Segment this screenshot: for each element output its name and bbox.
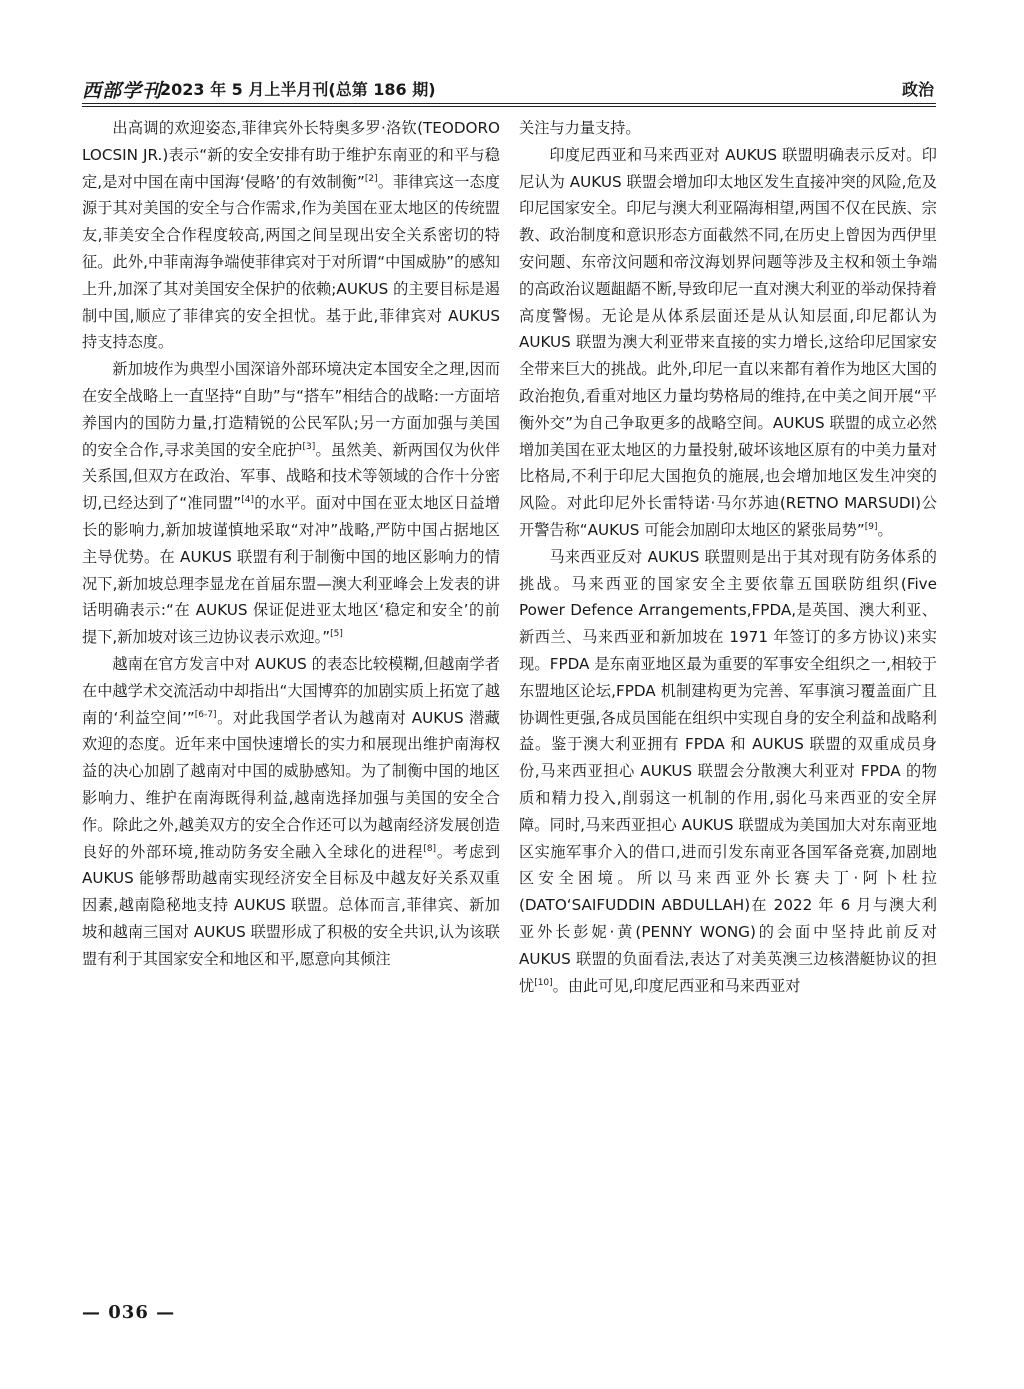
header-rule-top [82, 103, 936, 104]
section-name: 政治 [901, 80, 934, 99]
text-run: 新加坡作为典型小国深谙外部环境决定本国安全之理,因而在安全战略上一直坚持“自助”与“搭车”相结合的战略:一方面培养国内的国防力量,打造精锐的公民军队;另一方面加强与美国的安全合作,寻求美国的安全庇护 [82, 360, 500, 459]
header-rule-bottom [82, 106, 936, 107]
paragraph [519, 115, 937, 142]
citation-ref: [4] [241, 495, 255, 506]
text-run: 出高调的欢迎姿态,菲律宾外长特奥多罗·洛钦(TEODORO LOCSIN JR.)表示“新的安全安排有助于维护东南亚的和平与稳定,是对中国在南中国海‘侵略’的有效制衡” [82, 119, 500, 191]
paragraph [82, 651, 500, 973]
page-number: — 036 — [82, 1302, 176, 1323]
journal-name: 西部学刊 [82, 80, 163, 102]
citation-ref: [9] [864, 521, 878, 532]
citation-ref: [2] [364, 173, 378, 184]
right-column [519, 115, 937, 999]
citation-ref: [5] [330, 629, 343, 640]
text-run: 。对此我国学者认为越南对 AUKUS 潜藏欢迎的态度。近年来中国快速增长的实力和展现出维护南海权益的决心加剧了越南对中国的威胁感知。为了制衡中国的地区影响力、维护在南海既得利益,越南选择加强与美国的安全合作。除此之外,越美双方的安全合作还可以为越南经济发展创造良好的外部环境,推动防务安全融入全球化的进程 [82, 708, 500, 861]
citation-ref: [10] [534, 977, 553, 988]
text-run: 印度尼西亚和马来西亚对 AUKUS 联盟明确表示反对。印尼认为 AUKUS 联盟会增加印太地区发生直接冲突的风险,危及印尼国家安全。印尼与澳大利亚隔海相望,两国不仅在民族、宗教、政治制度和意识形态方面截然不同,在历史上曾因为西伊里安问题、东帝汶问题和帝汶海划界问题等涉及主权和领土争端的高政治议题龃龉不断,导致印尼一直对澳大利亚的举动保持着高度警惕。无论是从体系层面还是从认知层面,印尼都认为 AUKUS 联盟为澳大利亚带来直接的实力增长,这给印尼国家安全带来巨大的挑战。此外,印尼一直以来都有着作为地区大国的政治抱负,看重对地区力量均势格局的维持,在中美之间开展“平衡外交”为自己争取更多的战略空间。AUKUS 联盟的成立必然增加美国在亚太地区的力量投射,破坏该地区原有的中美力量对比格局,不利于印尼大国抱负的施展,也会增加地区发生冲突的风险。对此印尼外长雷特诺·马尔苏迪(RETNO MARSUDI)公开警告称“AUKUS 可能会加剧印太地区的紧张局势” [519, 145, 937, 539]
citation-ref: [6-7] [194, 709, 217, 720]
paragraph [82, 115, 500, 356]
text-run: 马来西亚反对 AUKUS 联盟则是出于其对现有防务体系的挑战。马来西亚的国家安全主要依靠五国联防组织(Five Power Defence Arrangements,FPDA,是英国、澳大利亚、新西兰、马来西亚和新加坡在 1971 年签订的多方协议)来实现。FPDA 是东南亚地区最为重要的军事安全组织之一,相较于东盟地区论坛,FPDA 机制建构更为完善、军事演习覆盖面广且协调性更强,各成员国能在组织中实现自身的安全利益和战略利益。鉴于澳大利亚拥有 FPDA 和 AUKUS 联盟的双重成员身份,马来西亚担心 AUKUS 联盟会分散澳大利亚对 FPDA 的物质和精力投入,削弱这一机制的作用,弱化马来西亚的安全屏障。同时,马来西亚担心 AUKUS 联盟成为美国加大对东南亚地区实施军事介入的借口,进而引发东南亚各国军备竞赛,加剧地区安全困境。所以马来西亚外长赛夫丁·阿卜杜拉(DATO‘SAIFUDDIN ABDULLAH)在 2022 年 6 月与澳大利亚外长彭妮·黄(PENNY WONG)的会面中坚持此前反对 AUKUS 联盟的负面看法,表达了对美英澳三边核潜艇协议的担忧 [519, 547, 937, 995]
left-column [82, 115, 500, 973]
citation-ref: [3] [302, 441, 316, 452]
text-run: 。由此可见,印度尼西亚和马来西亚对 [552, 976, 801, 995]
text-run: 的水平。面对中国在亚太地区日益增长的影响力,新加坡谨慎地采取“对冲”战略,严防中国占据地区主导优势。在 AUKUS 联盟有利于制衡中国的地区影响力的情况下,新加坡总理李显龙在首届东盟—澳大利亚峰会上发表的讲话明确表示:“在 AUKUS 保证促进亚太地区‘稳定和安全’的前提下,新加坡对该三边协议表示欢迎。” [82, 494, 501, 647]
text-run: 。菲律宾这一态度源于其对美国的安全与合作需求,作为美国在亚太地区的传统盟友,菲美安全合作程度较高,两国之间呈现出安全关系密切的特征。此外,中菲南海争端使菲律宾对于对所谓“中国威胁”的感知上升,加深了其对美国安全保护的依赖;AUKUS 的主要目标是遏制中国,顺应了菲律宾的安全担忧。基于此,菲律宾对 AUKUS 持支持态度。 [82, 172, 500, 352]
text-run: 关注与力量支持。 [519, 119, 641, 137]
text-run: 。考虑到 AUKUS 能够帮助越南实现经济安全目标及中越友好关系双重因素,越南隐秘地支持 AUKUS 联盟。总体而言,菲律宾、新加坡和越南三国对 AUKUS 联盟形成了积极的安全共识,认为该联盟有利于其国家安全和地区和平,愿意向其倾注 [82, 842, 501, 968]
paragraph [82, 356, 500, 651]
paragraph [519, 142, 937, 544]
text-run: 越南在官方发言中对 AUKUS 的表态比较模糊,但越南学者在中越学术交流活动中却指出“大国博弈的加剧实质上拓宽了越南的‘利益空间’” [82, 654, 500, 727]
issue-info: 2023 年 5 月上半月刊(总第 186 期) [160, 80, 436, 99]
text-run: 。虽然美、新两国仅为伙伴关系国,但双方在政治、军事、战略和技术等领域的合作十分密切,已经达到了“准同盟” [82, 440, 501, 513]
citation-ref: [8] [423, 843, 437, 854]
paragraph [519, 544, 937, 1000]
running-header [82, 74, 934, 104]
text-run: 。 [877, 520, 893, 539]
